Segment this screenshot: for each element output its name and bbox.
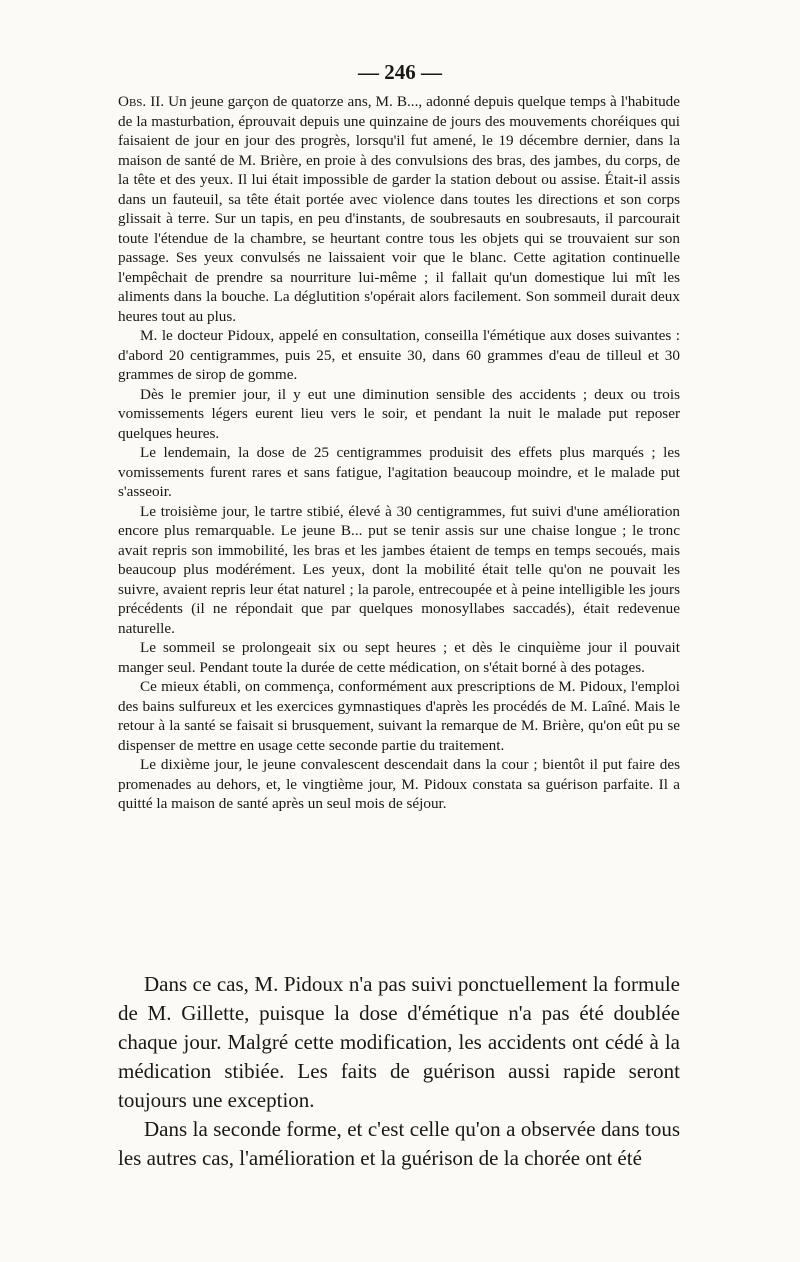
observation-label: Obs. II.	[118, 93, 165, 110]
observation-paragraph: Ce mieux établi, on commença, conformément aux prescriptions de M. Pidoux, l'emploi des bains sulfureux et les exercices gymnastiques d'après les procédés de M. Laîné. Mais le retour à la santé se faisait si brusquement, suivant la remarque de M. Brière, qu'on eût pu se dispenser de mettre en usage cette seconde partie du traitement.	[118, 678, 680, 754]
observation-paragraph-text: Un jeune garçon de quatorze ans, M. B..., adonné depuis quelque temps à l'habitude de la masturbation, éprouvait depuis une quinzaine de jours des mouvements choréiques qui faisaient de jour en jour des progrès, lorsqu'il fut amené, le 19 décembre dernier, dans la maison de santé de M. Brière, en proie à des convulsions des bras, des jambes, du corps, de la tête et des yeux. Il lui était impossible de garder la station debout ou assise. Était-il assis dans un fauteuil, sa tête était portée avec violence dans toutes les directions et son corps glissait à terre. Sur un tapis, en peu d'instants, de soubresauts en soubresauts, il parcourait toute l'étendue de la chambre, se heurtant contre tous les objets qui se trouvaient sur son passage. Ses yeux convulsés ne laissaient voir que le blanc. Cette agitation continuelle l'empêchait de prendre sa nourriture lui-même ; il fallait qu'un domestique lui mît les aliments dans la bouche. La déglutition s'opérait alors facilement. Son sommeil durait deux heures tout au plus.	[118, 93, 681, 325]
observation-paragraph: Le dixième jour, le jeune convalescent descendait dans la cour ; bientôt il put faire des promenades au dehors, et, le vingtième jour, M. Pidoux constata sa guérison parfaite. Il a quitté la maison de santé après un seul mois de séjour.	[118, 756, 680, 812]
observation-paragraph: Le troisième jour, le tartre stibié, élevé à 30 centigrammes, fut suivi d'une amélioration encore plus remarquable. Le jeune B... put se tenir assis sur une chaise longue ; le tronc avait repris son immobilité, les bras et les jambes étaient de temps en temps secoués, mais beaucoup plus modérément. Les yeux, dont la mobilité était telle qu'on ne pouvait les suivre, avaient repris leur état naturel ; la parole, entrecoupée et à peine intelligible les jours précédents (il ne répondait que par quelques monosyllabes saccadés), était redevenue naturelle.	[118, 502, 680, 637]
commentary-paragraph: Dans la seconde forme, et c'est celle qu'on a observée dans tous les autres cas, l'amélioration et la guérison de la chorée ont été	[118, 1117, 680, 1170]
observation-paragraph: M. le docteur Pidoux, appelé en consultation, conseilla l'émétique aux doses suivantes : d'abord 20 centigrammes, puis 25, et ensuite 30, dans 60 grammes d'eau de tilleul et 30 grammes de sirop de gomme.	[118, 327, 680, 383]
observation-paragraph	[118, 92, 680, 326]
observation-block	[118, 92, 680, 814]
observation-paragraph: Le lendemain, la dose de 25 centigrammes produisit des effets plus marqués ; les vomissements furent rares et sans fatigue, l'agitation beaucoup moindre, et le malade put s'asseoir.	[118, 444, 680, 500]
commentary-paragraph: Dans ce cas, M. Pidoux n'a pas suivi ponctuellement la formule de M. Gillette, puisque la dose d'émétique n'a pas été doublée chaque jour. Malgré cette modification, les accidents ont cédé à la médication stibiée. Les faits de guérison aussi rapide seront toujours une exception.	[118, 972, 680, 1112]
commentary-block	[118, 970, 680, 1173]
observation-paragraph: Dès le premier jour, il y eut une diminution sensible des accidents ; deux ou trois vomissements légers eurent lieu vers le soir, et pendant la nuit le malade put reposer quelques heures.	[118, 385, 680, 442]
observation-paragraph: Le sommeil se prolongeait six ou sept heures ; et dès le cinquième jour il pouvait manger seul. Pendant toute la durée de cette médication, on s'était borné à des potages.	[118, 639, 680, 676]
page-number: — 246 —	[358, 60, 442, 84]
